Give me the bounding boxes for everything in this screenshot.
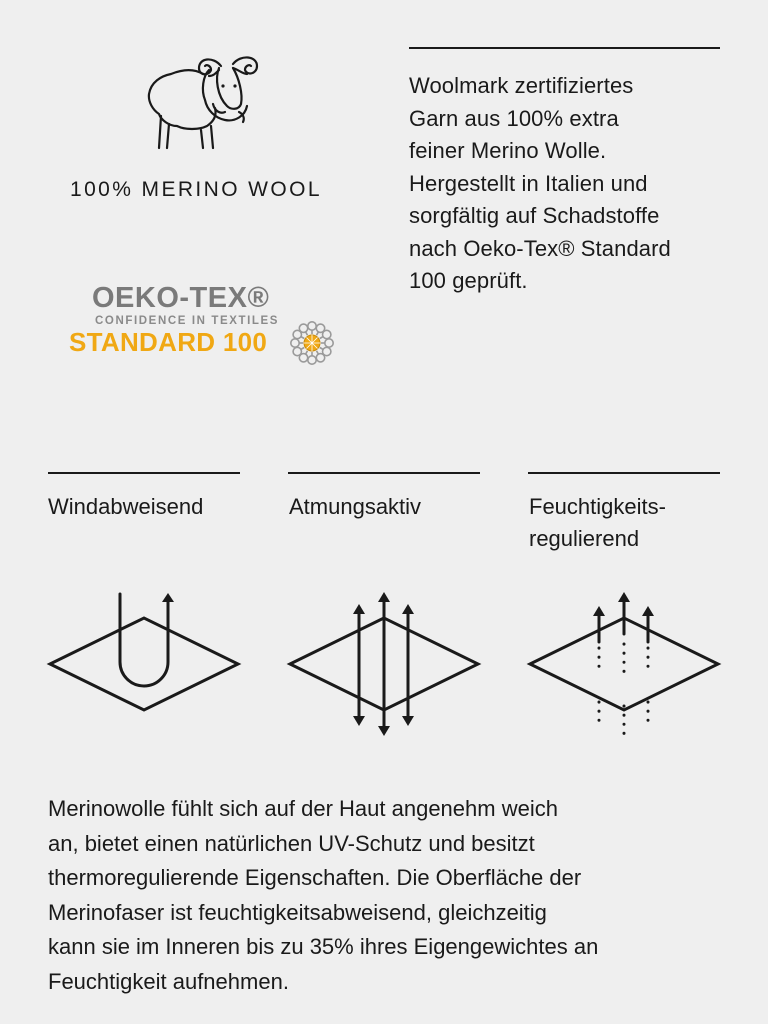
oekotex-petal <box>299 324 307 332</box>
oekotex-petal <box>308 356 316 364</box>
body-line: Merinofaser ist feuchtigkeitsabweisend, gleichzeitig <box>48 899 547 925</box>
body-line: an, bietet einen natürlichen UV-Schutz und besitzt <box>48 830 535 856</box>
oekotex-petal-stem <box>320 348 323 350</box>
body-text <box>48 792 728 999</box>
oekotex-petal-stem <box>306 351 308 354</box>
oekotex-title: OEKO-TEX® <box>92 282 270 314</box>
feature-label-breathable <box>289 491 421 523</box>
oekotex-petal <box>291 339 299 347</box>
intro-line: Hergestellt in Italien und <box>409 170 648 196</box>
oekotex-flower-icon <box>284 315 340 371</box>
oekotex-petal <box>323 330 331 338</box>
oekotex-petal <box>293 347 301 355</box>
intro-line: Woolmark zertifiziertes <box>409 73 634 98</box>
breathable-icon <box>288 590 480 740</box>
body-line: thermoregulierende Eigenschaften. Die Oberfläche der <box>48 865 582 890</box>
sheep-icon <box>143 52 263 152</box>
body-line: Merinowolle fühlt sich auf der Haut angenehm weich <box>48 796 558 821</box>
feature-label-line: regulierend <box>529 526 640 551</box>
intro-line: Garn aus 100% extra <box>409 105 619 131</box>
oekotex-petal-stem <box>320 337 323 339</box>
intro-line: nach Oeko-Tex® Standard <box>409 235 671 261</box>
oekotex-petal <box>316 354 324 362</box>
intro-line: sorgfältig auf Schadstoffe <box>409 203 660 228</box>
body-line: Feuchtigkeit aufnehmen. <box>48 968 289 994</box>
sheep-eye <box>233 84 236 87</box>
feature-divider-1 <box>48 472 240 474</box>
oekotex-petal <box>325 339 333 347</box>
feature-label-line: Windabweisend <box>48 494 204 519</box>
feature-divider-3 <box>528 472 720 474</box>
oekotex-petal-stem <box>301 348 304 350</box>
wind-resistant-icon <box>48 590 240 720</box>
oekotex-standard: STANDARD 100 <box>69 327 268 357</box>
feature-label-windproof <box>48 491 203 523</box>
intro-line: feiner Merino Wolle. <box>409 138 607 163</box>
intro-divider <box>409 47 720 49</box>
intro-line: 100 geprüft. <box>409 268 528 293</box>
intro-text <box>409 70 739 298</box>
feature-label-line: Atmungsaktiv <box>289 494 422 519</box>
oekotex-petal-stem <box>317 332 319 335</box>
moisture-regulating-icon <box>528 590 720 740</box>
feature-label-moisture <box>529 491 666 555</box>
oekotex-petal-stem <box>301 337 304 339</box>
feature-divider-2 <box>288 472 480 474</box>
merino-label: 100% MERINO WOOL <box>70 178 322 201</box>
oekotex-petal <box>308 322 316 330</box>
body-line: kann sie im Inneren bis zu 35% ihres Eigengewichtes an <box>48 934 599 959</box>
oekotex-petal-stem <box>317 351 319 354</box>
oekotex-subtitle: CONFIDENCE IN TEXTILES <box>95 315 280 327</box>
sheep-eye <box>221 84 224 87</box>
oekotex-petal-stem <box>306 332 308 335</box>
feature-label-line: Feuchtigkeits- <box>529 494 666 519</box>
